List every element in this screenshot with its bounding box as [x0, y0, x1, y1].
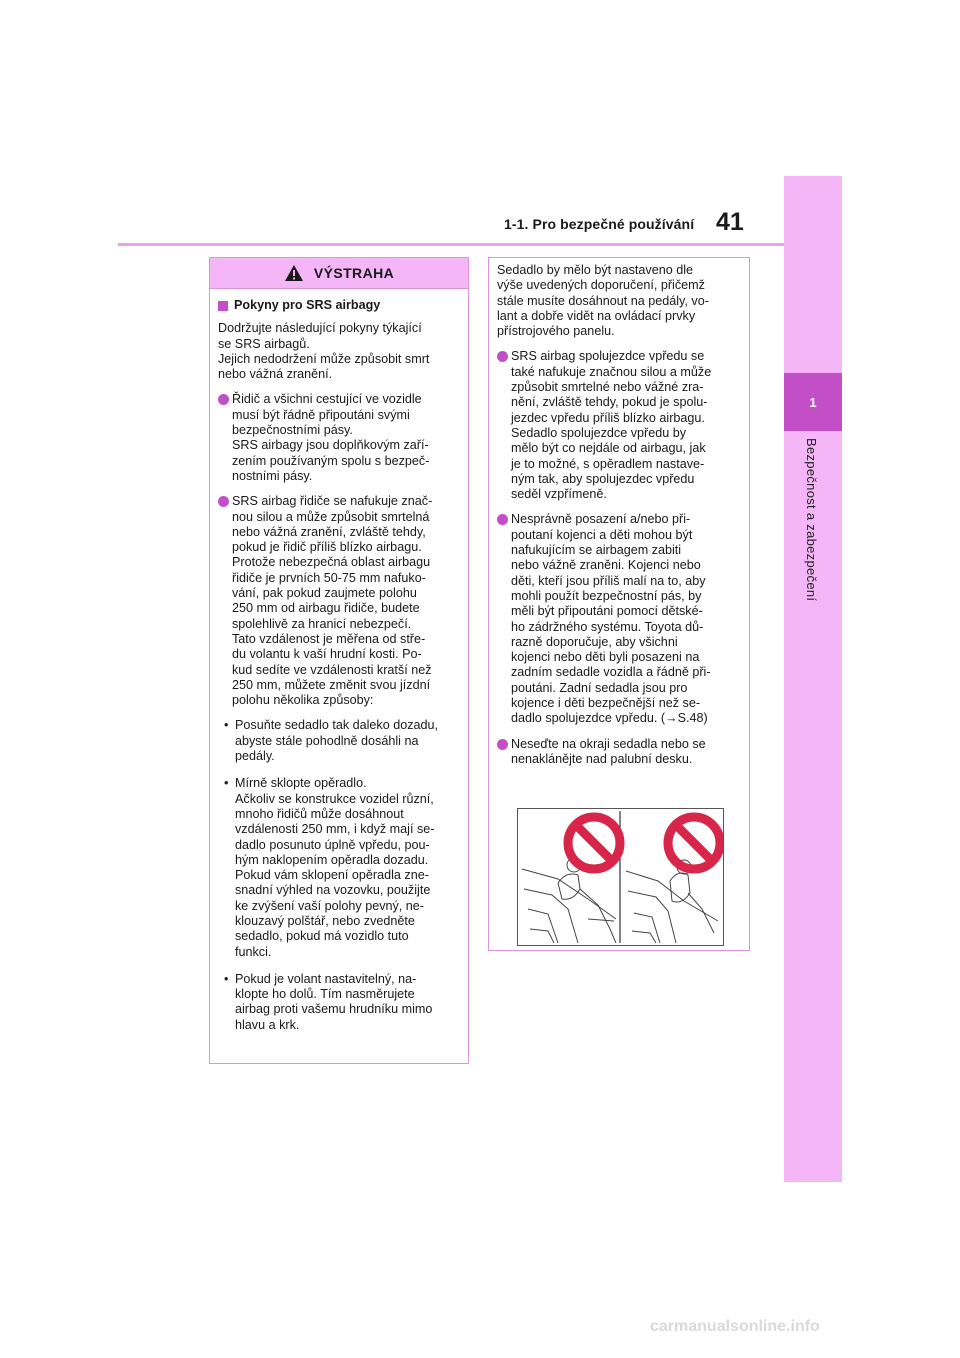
continuation-intro: Sedadlo by mělo být nastaveno dle výše uvedených doporučení, přičemž stále musíte dosáhnout na pedály, vo- lant a dobře vidět na ovládací prvky přístrojového panelu. [497, 263, 709, 339]
bullet-dot-icon [497, 739, 508, 750]
warning-intro: Dodržujte následující pokyny týkající se SRS airbagů. Jejich nedodržení může způsobit smrt nebo vážná zranění. [218, 321, 430, 382]
sub-bullet-mark: • [224, 776, 229, 791]
bullet-dot-icon [497, 514, 508, 525]
warning-triangle-icon [284, 264, 304, 282]
prohibited-icon [568, 817, 620, 869]
bullet-dot-icon [218, 394, 229, 405]
passenger-leaning-drawing-right [626, 860, 718, 943]
sub-list-item [224, 718, 459, 764]
header-rule [118, 243, 784, 246]
chapter-label: Bezpečnost a zabezpečení [804, 438, 819, 602]
chapter-number: 1 [784, 373, 842, 431]
list-item [497, 512, 740, 726]
sub-list-item-text: Pokud je volant nastavitelný, na- klopte ho dolů. Tím nasměrujete airbag proti vašemu hrudníku mimo hlavu a krk. [235, 971, 433, 1032]
airbag-illustration [517, 808, 724, 946]
sub-list-item [224, 776, 459, 960]
page-number: 41 [716, 208, 744, 236]
subheading-text: Pokyny pro SRS airbagy [234, 298, 381, 312]
warning-subheading [218, 298, 459, 313]
continuation-body [489, 258, 749, 767]
chapter-side-tab [784, 176, 842, 1182]
illustration-drawing [518, 809, 723, 945]
sub-list-item-text: Posuňte sedadlo tak daleko dozadu, abyste stále pohodlně dosáhli na pedály. [235, 718, 439, 764]
watermark: carmanualsonline.info [650, 1318, 820, 1335]
warning-body [210, 289, 468, 1033]
bullet-dot-icon [218, 496, 229, 507]
section-title: 1-1. Pro bezpečné používání [504, 216, 695, 232]
square-bullet-icon [218, 301, 228, 311]
list-item-text: Nesprávně posazení a/nebo při- poutaní kojenci a děti mohou být nafukujícím se airbagem zabiti nebo vážně zraněni. Kojenci nebo děti, kteří jsou příliš malí na to, aby mohli použít bezpečnostní pás, by měli být připoutáni pomocí dětské- ho zádržného systému. Toyota dů- razně doporučuje, aby všichni kojenci nebo děti byli posazeni na zadním sedadle vozidla a řádně při- poutáni. Zadní sedadla jsou pro kojence i děti bezpečnější než se- dadlo spolujezdce vpředu. (→S.48) [511, 512, 711, 726]
list-item [218, 392, 459, 484]
list-item [497, 349, 740, 502]
list-item-text: SRS airbag spolujezdce vpředu se také nafukuje značnou silou a může způsobit smrtelné nebo vážné zra- nění, zvláště tehdy, pokud je spolu- jezdec vpředu příliš blízko airbagu. Sedadlo spolujezdce vpředu by mělo být co nejdále od airbagu, jak je to možné, s opěradlem nastave- ným tak, aby spolujezdec vpředu seděl vzpřímeně. [511, 349, 712, 502]
prohibited-icon [668, 817, 720, 869]
warning-title: VÝSTRAHA [313, 265, 395, 281]
list-item [497, 737, 740, 768]
warning-header [210, 258, 468, 289]
warning-box [209, 257, 469, 1064]
list-item-text: Neseďte na okraji sedadla nebo se nenaklánějte nad palubní desku. [511, 736, 706, 766]
list-item [218, 494, 459, 708]
sub-list-item-text: Mírně sklopte opěradlo. Ačkoliv se konstrukce vozidel různí, mnoho řidičů může dosáhnout vzdálenosti 250 mm, i když mají se- dadlo posunuto úplně vpředu, pou- hým naklopením opěradla dozadu. Pokud vám sklopení opěradla zne- snadní výhled na vozovku, použijte ke zvýšení vaší polohy pevný, ne- klouzavý polštář, nebo zvedněte sedadlo, pokud má vozidlo tuto funkci. [235, 776, 435, 959]
sub-bullet-mark: • [224, 718, 229, 733]
bullet-dot-icon [497, 351, 508, 362]
list-item-text: Řidič a všichni cestující ve vozidle musí být řádně připoutáni svými bezpečnostními pásy. SRS airbagy jsou doplňkovým zaří- zením používaným spolu s bezpeč- nostními pásy. [232, 392, 430, 483]
list-item-text: SRS airbag řidiče se nafukuje znač- nou silou a může způsobit smrtelná nebo vážná zranění, zvláště tehdy, pokud je řidič příliš blízko airbagu. Protože nebezpečná oblast airbagu řidiče je prvních 50-75 mm nafuko- vání, pak pokud zaujmete polohu 250 mm od airbagu řidiče, budete spolehlivě za hranicí nebezpečí. Tato vzdálenost je měřena od stře- du volantu k vaší hrudní kosti. Po- kud sedíte ve vzdálenosti kratší než 250 mm, můžete změnit svou jízdní polohu několika způsoby: [232, 494, 433, 708]
sub-bullet-mark: • [224, 971, 229, 986]
sub-list-item [224, 972, 459, 1033]
